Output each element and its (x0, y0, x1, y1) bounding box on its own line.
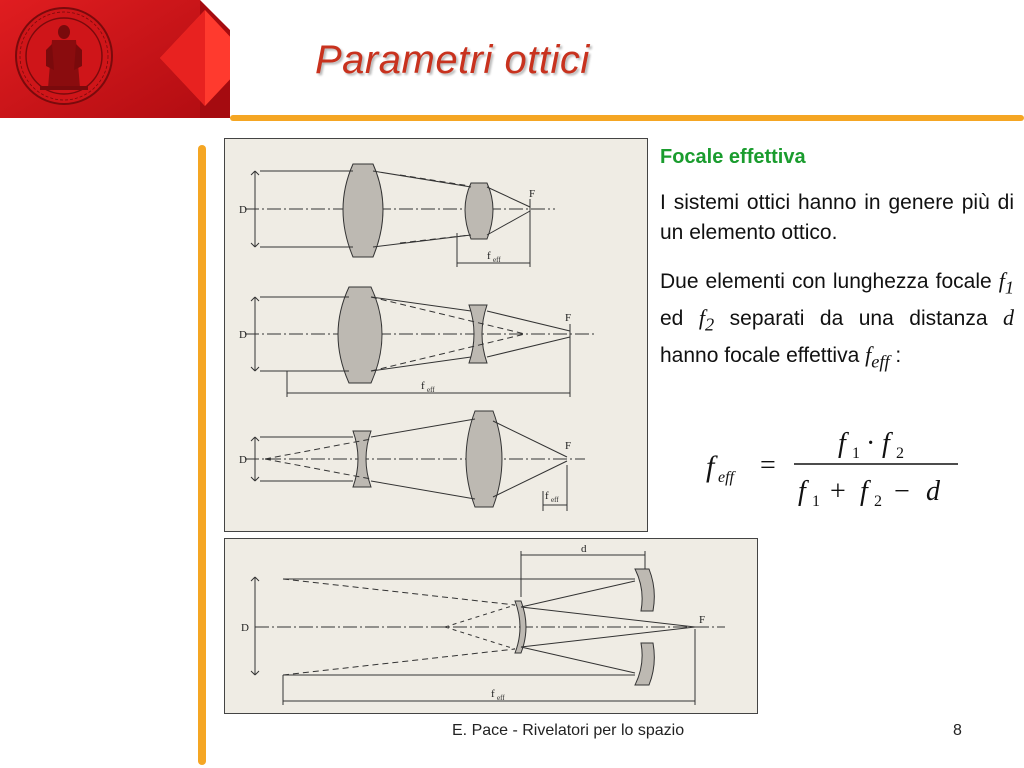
var-feff: $f_{eff}$ (865, 341, 890, 372)
university-seal-icon (16, 8, 112, 104)
lens-system-2 (245, 287, 595, 397)
effective-focal-formula (700, 420, 970, 520)
footer-caption: E. Pace - Rivelatori per lo spazio (452, 722, 685, 739)
lens-systems-figure (224, 138, 648, 532)
lens-system-1 (245, 164, 555, 267)
formula-num-f1: f (838, 428, 846, 459)
formula-equals: = (760, 450, 776, 481)
header-logo-block (0, 0, 230, 118)
para2-text-4: hanno focale effettiva (660, 343, 866, 367)
formula-lhs-sub: eff (718, 469, 734, 486)
vertical-accent-bar (198, 145, 206, 765)
mirror-system-figure (224, 538, 758, 714)
var-f2: $f_2$ (698, 304, 715, 335)
label-f-3: f (545, 490, 549, 502)
paragraph-description (660, 266, 1014, 377)
title-underline (230, 115, 1024, 121)
var-d: d (1003, 304, 1015, 330)
formula-num-sub2: 2 (896, 445, 904, 462)
label-F-4: F (699, 614, 706, 626)
formula-den-d: d (926, 476, 940, 507)
para2-text-3: separati da una distanza (714, 306, 1004, 330)
label-eff-2: eff (427, 386, 435, 394)
formula-den-f1: f (798, 476, 806, 507)
formula-num-f2: f (882, 428, 890, 459)
label-eff-4: eff (497, 694, 505, 702)
formula-den-sub1: 1 (812, 493, 820, 510)
label-f-4: f (491, 688, 495, 700)
para2-text-1: Due elementi con lunghezza focale (660, 270, 999, 293)
slide-title: Parametri ottici (315, 38, 590, 82)
formula-plus: + (830, 476, 846, 507)
label-f-2: f (421, 380, 425, 392)
label-f-1: f (487, 250, 491, 262)
lens-system-3 (245, 411, 585, 511)
label-D-3: D (239, 454, 247, 466)
formula-num-sub1: 1 (852, 445, 860, 462)
label-D-2: D (239, 329, 247, 341)
para2-text-2: ed (660, 306, 699, 330)
formula-lhs-f: f (706, 450, 715, 483)
label-d: d (581, 543, 587, 555)
label-F-1: F (529, 188, 536, 200)
para2-text-5: : (889, 343, 902, 367)
page-number: 8 (953, 722, 962, 739)
var-f1: $f_1$ (998, 268, 1014, 298)
label-eff-1: eff (493, 256, 501, 264)
section-subheading: Focale effettiva (660, 146, 806, 168)
label-eff-3: eff (551, 496, 559, 504)
formula-den-f2: f (860, 476, 868, 507)
formula-den-sub2: 2 (874, 493, 882, 510)
label-D-1: D (239, 204, 247, 216)
label-F-2: F (565, 312, 572, 324)
formula-minus: − (894, 476, 910, 507)
label-D-4: D (241, 622, 249, 634)
paragraph-intro: I sistemi ottici hanno in genere più di un elemento ottico. (660, 191, 1014, 244)
label-F-3: F (565, 440, 572, 452)
formula-dot: · (866, 428, 876, 459)
